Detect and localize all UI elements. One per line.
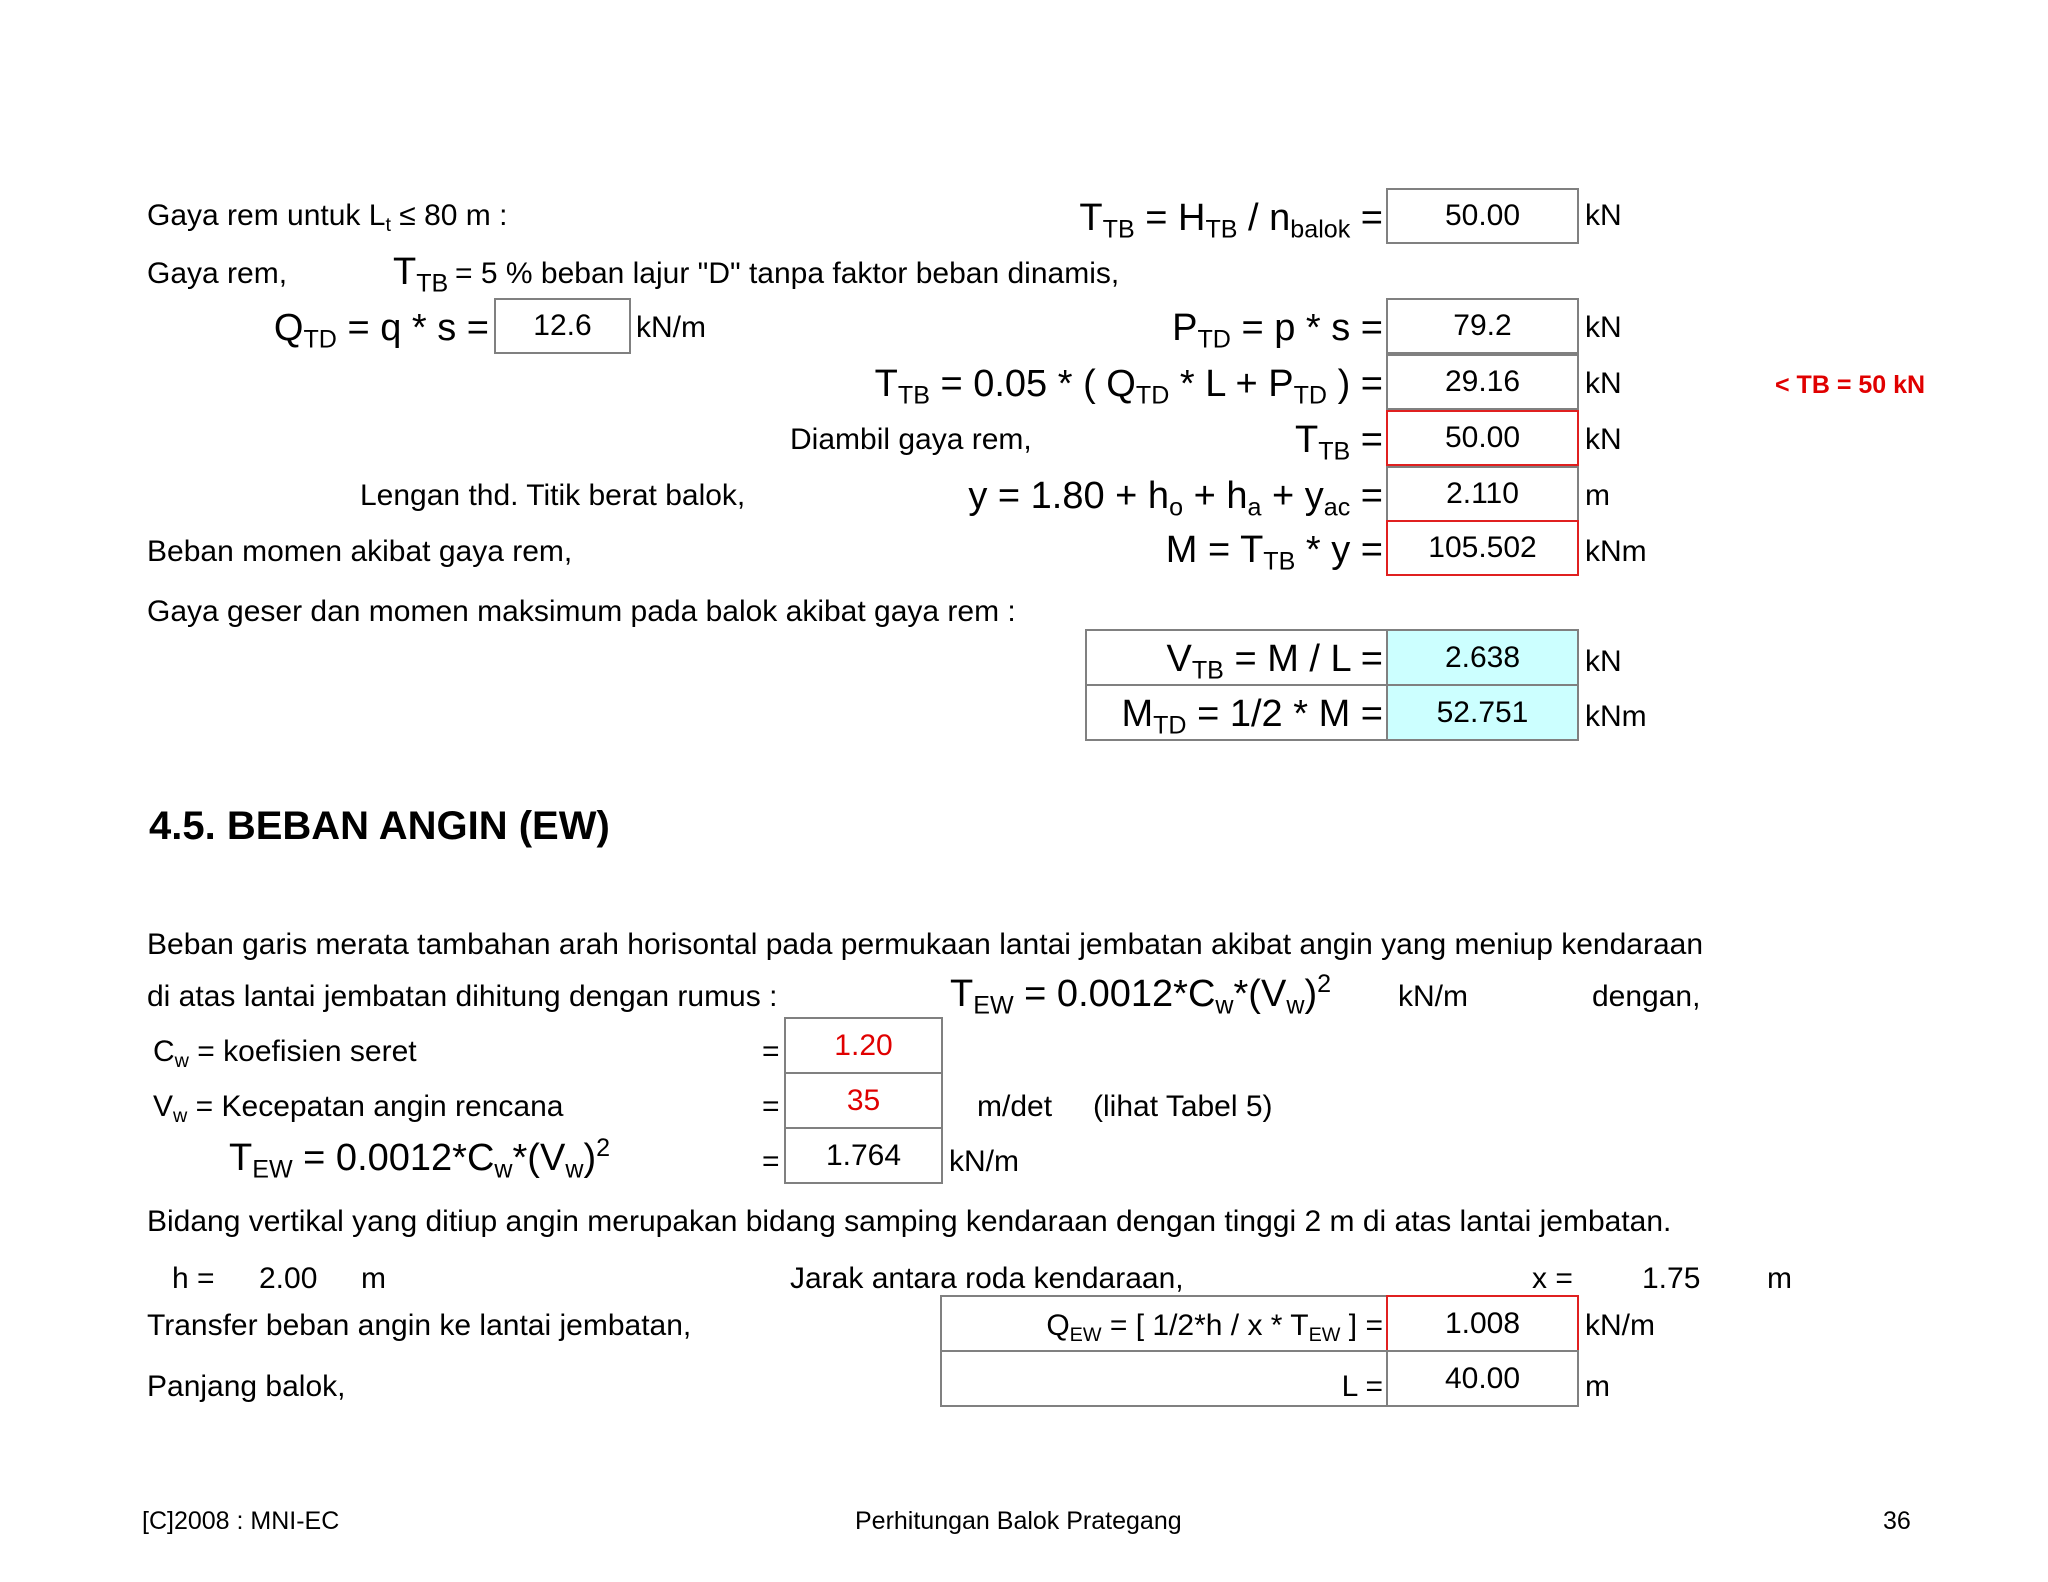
x-label: x = [1532,1262,1573,1295]
vtb-value-box: 2.638 [1386,629,1579,686]
l-formula: L = [1341,1370,1383,1403]
h-unit: m [361,1262,386,1295]
diambil-unit: kN [1585,423,1622,456]
tb-limit-note: < TB = 50 kN [1775,371,1926,399]
footer-page-number: 36 [1883,1507,1911,1535]
qew-value-box: 1.008 [1386,1295,1579,1352]
momen-label: Beban momen akibat gaya rem, [147,535,573,568]
ttb-unit: kN [1585,199,1622,232]
y-value-box: 2.110 [1386,466,1579,522]
footer-title: Perhitungan Balok Prategang [855,1507,1182,1535]
diambil-label: Diambil gaya rem, [790,423,1032,456]
x-unit: m [1767,1262,1792,1295]
qew-formula: $Q_{EW}$ = [ 1/2*h / x * $T_{EW}$ ] = [1046,1309,1383,1346]
gaya-rem-description: = 5 % beban lajur "D" tanpa faktor beban dinamis, [455,257,1120,290]
y-formula: $y = 1.80 + h_o + h_a + y_{ac}$ = [968,475,1383,522]
ptd-formula: $P_{TD} = p * s$ = [1172,307,1383,354]
gaya-rem-ttb: $T_{TB}$ [393,251,449,298]
m-formula: $M = T_{TB} * y$ = [1165,529,1383,576]
tew-formula: $T_{EW} = 0.0012*C_w*(V_w)^2$ [950,970,1332,1020]
dengan-label: dengan, [1592,980,1701,1013]
vw-unit: m/det [977,1090,1053,1123]
vw-eq: = [762,1090,780,1123]
ptd-unit: kN [1585,311,1622,344]
vw-value-box: 35 [846,1083,881,1117]
ttb-calc-unit: kN [1585,367,1622,400]
y-unit: m [1585,479,1610,512]
lengan-label: Lengan thd. Titik berat balok, [360,479,746,512]
qtd-formula: $Q_{TD} = q * s$ = [273,307,489,354]
panjang-label: Panjang balok, [147,1370,346,1403]
qtd-value-box: 12.6 [494,298,631,354]
cw-value-box: 1.20 [834,1028,893,1062]
mtd-formula: $M_{TD} = 1/2 * M$ = [1121,693,1383,740]
geser-label: Gaya geser dan momen maksimum pada balok akibat gaya rem : [147,595,1016,628]
x-value: 1.75 [1642,1262,1701,1295]
tew-result-value-box: 1.764 [825,1138,902,1172]
tew-unit: kN/m [1398,980,1468,1013]
cw-label: $C_w$ = koefisien seret [153,1035,417,1072]
vtb-formula: $V_{TB} = M / L$ = [1166,638,1383,685]
l-value-box: 40.00 [1386,1350,1579,1407]
paragraph-line-1: Beban garis merata tambahan arah horisontal pada permukaan lantai jembatan akibat angin yang meniup kendaraan [147,928,1704,961]
mtd-value-box: 52.751 [1386,684,1579,741]
jarak-label: Jarak antara roda kendaraan, [790,1262,1184,1295]
h-label: h = [172,1262,215,1295]
gaya-rem-label: Gaya rem, [147,257,288,290]
m-value-box: 105.502 [1386,520,1579,576]
ttb-calc-formula: $T_{TB} = 0.05$ * ( $Q_{TD} * L + P_{TD}$ ) = [874,363,1383,410]
section-heading: 4.5. BEBAN ANGIN (EW) [149,804,610,848]
diambil-value-box: 50.00 [1386,410,1579,466]
vw-label: $V_w$ = Kecepatan angin rencana [153,1090,564,1127]
cw-eq: = [762,1035,780,1068]
tew-result-eq: = [762,1145,780,1178]
bidang-line: Bidang vertikal yang ditiup angin merupakan bidang samping kendaraan dengan tinggi 2 m di atas lantai jembatan. [147,1205,1672,1238]
ttb-value-box: 50.00 [1386,188,1579,244]
transfer-label: Transfer beban angin ke lantai jembatan, [147,1309,692,1342]
vtb-unit: kN [1585,645,1622,678]
tew-result-unit: kN/m [949,1145,1019,1178]
paragraph-line-2: di atas lantai jembatan dihitung dengan rumus : [147,980,778,1013]
qew-unit: kN/m [1585,1309,1655,1342]
footer-copyright: [C]2008 : MNI-EC [142,1507,340,1535]
m-unit: kNm [1585,535,1647,568]
ttb-calc-value-box: 29.16 [1386,354,1579,410]
ptd-value-box: 79.2 [1386,298,1579,354]
diambil-formula: $T_{TB}$ = [1294,419,1383,466]
mtd-unit: kNm [1585,700,1647,733]
ttb-formula: $T_{TB} = H_{TB} / n_{balok}$ = [1079,197,1383,244]
qtd-unit: kN/m [636,311,706,344]
vw-note: (lihat Tabel 5) [1093,1090,1273,1123]
tew-result-formula: $T_{EW} = 0.0012*C_w*(V_w)^2$ [229,1134,611,1184]
gaya-rem-untuk-label: Gaya rem untuk $L_t \le 80$ m : [147,199,508,236]
l-unit: m [1585,1370,1610,1403]
h-value: 2.00 [259,1262,318,1295]
